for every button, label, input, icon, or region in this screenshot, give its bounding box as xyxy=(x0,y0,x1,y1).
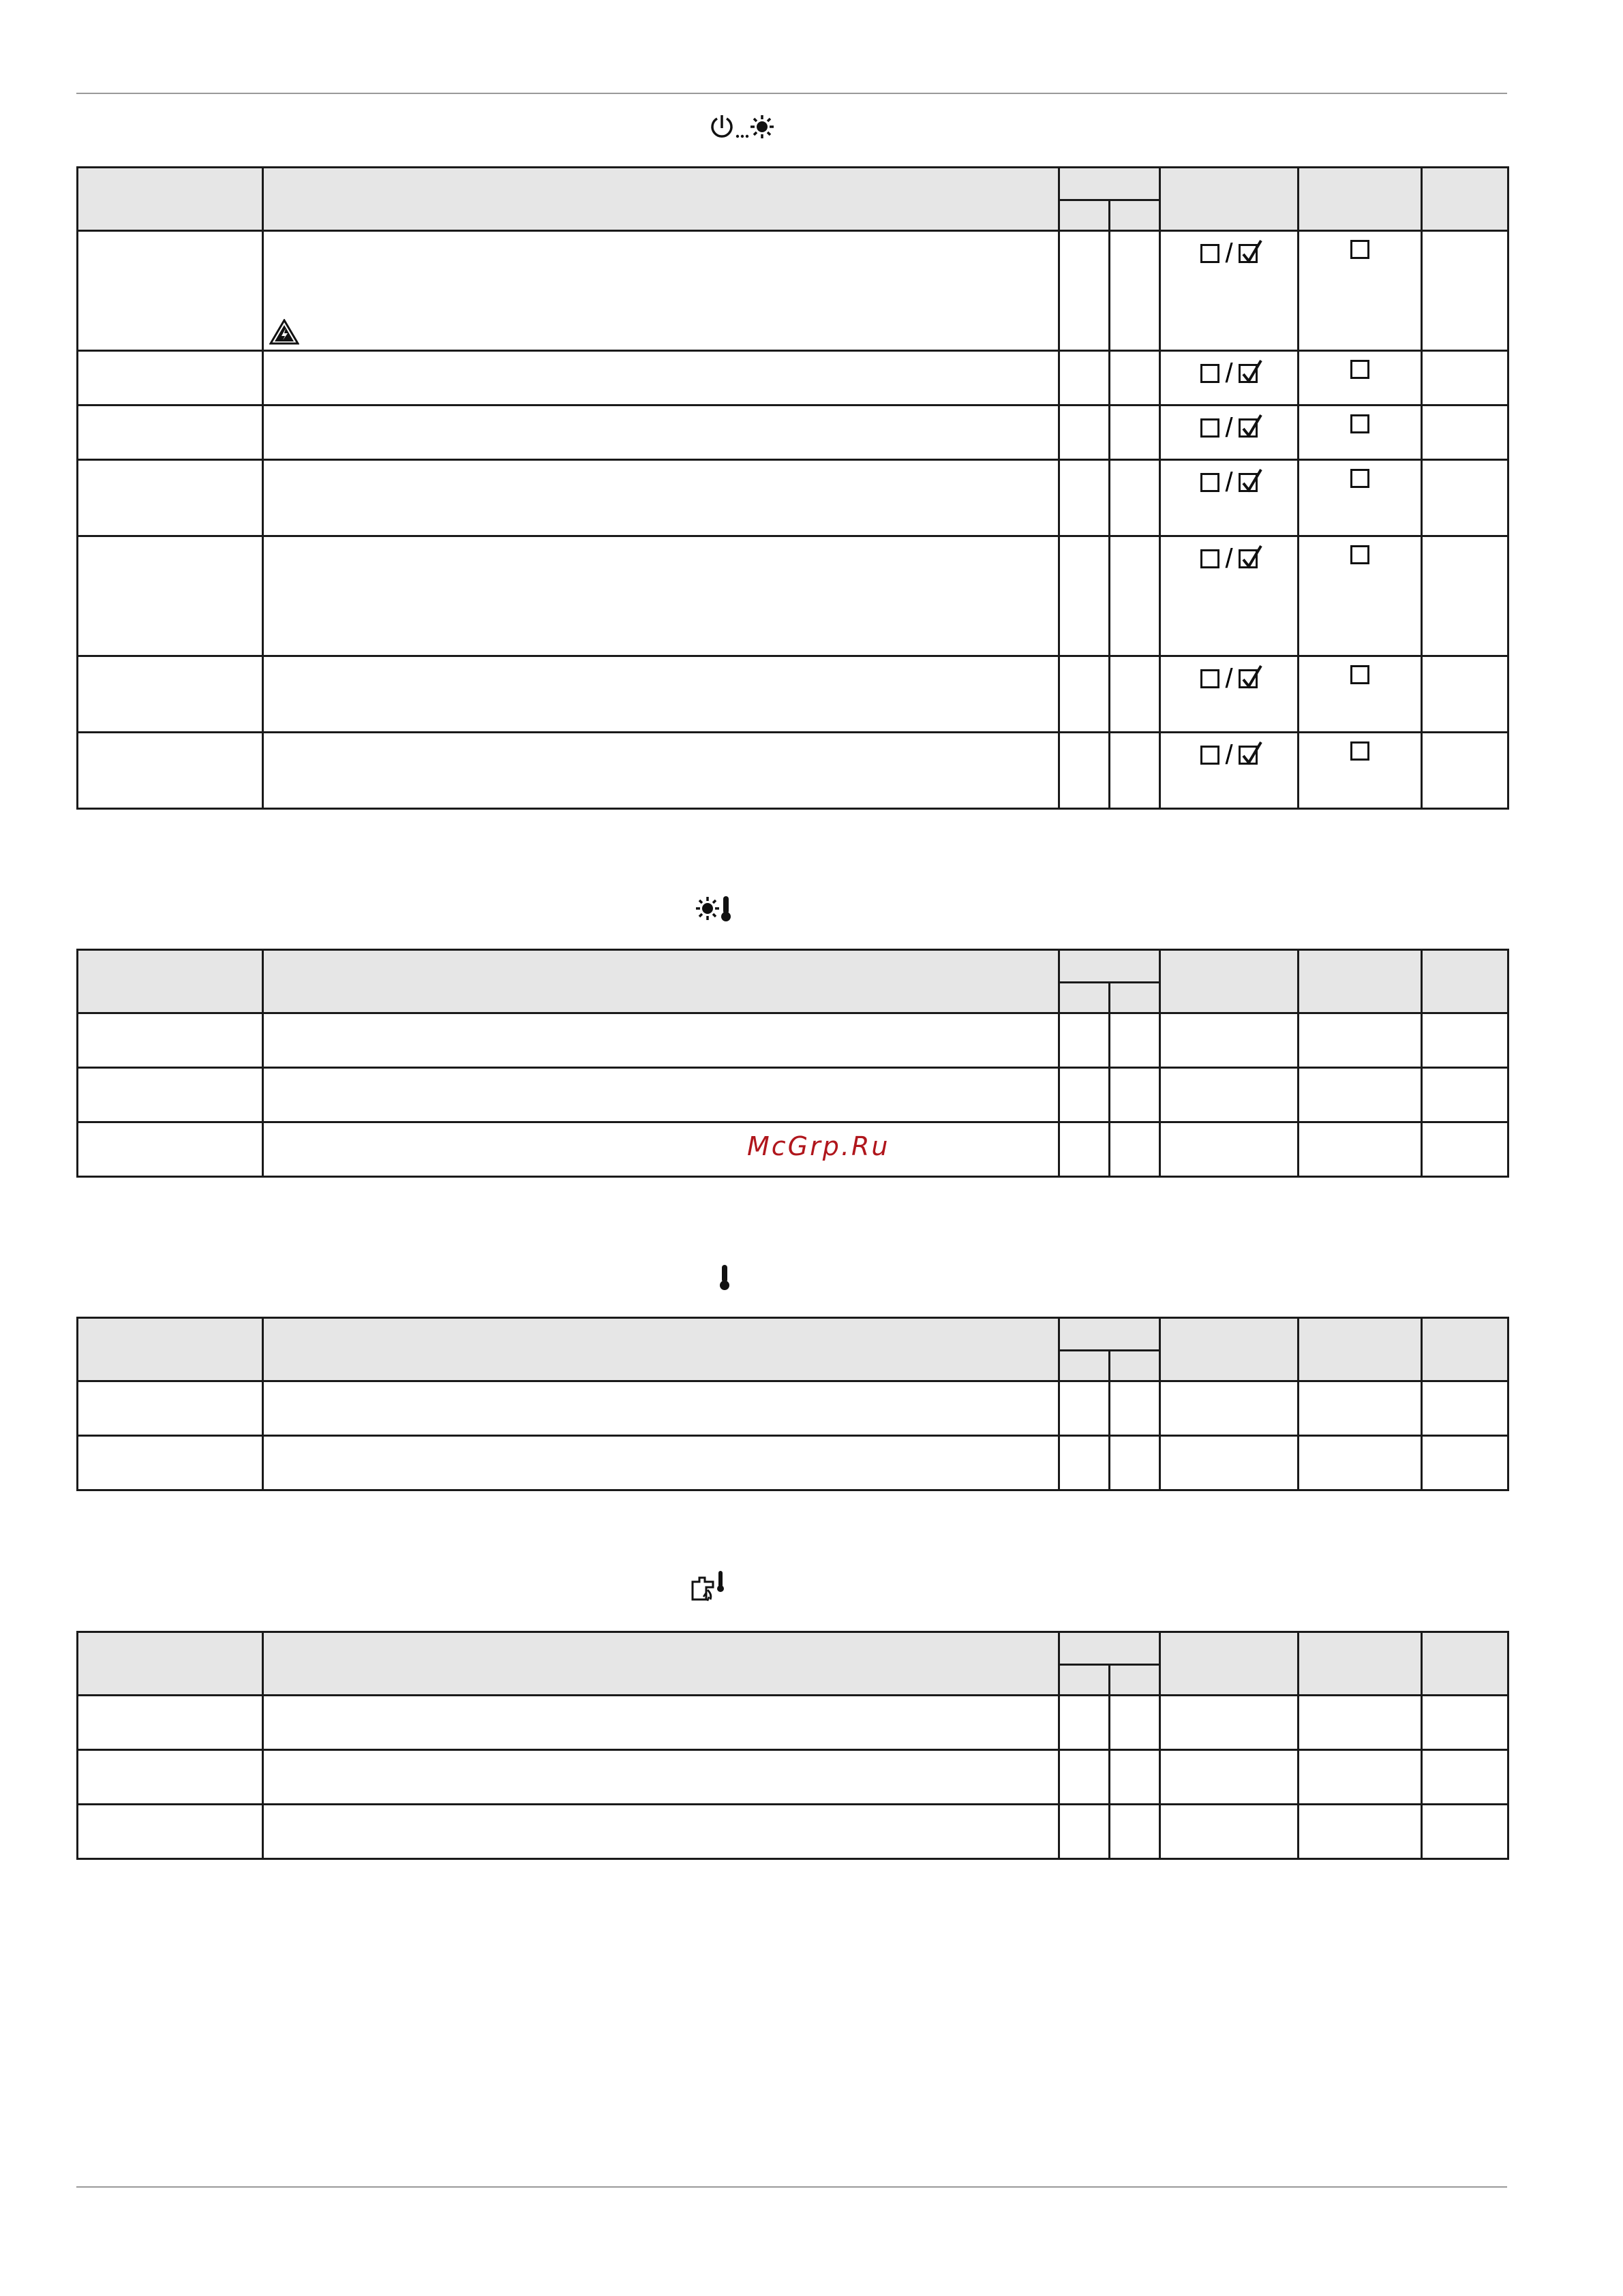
table-row xyxy=(78,1696,1508,1750)
table-row xyxy=(78,733,1508,809)
header-cell xyxy=(1059,1632,1160,1665)
checkbox-separator: / xyxy=(1225,239,1233,269)
checkbox-separator: / xyxy=(1225,413,1233,443)
header-cell xyxy=(1422,1318,1508,1381)
checkbox-unchecked[interactable] xyxy=(1200,473,1219,492)
checkbox-checked[interactable] xyxy=(1239,473,1258,492)
checkbox-separator: / xyxy=(1225,740,1233,770)
header-cell xyxy=(1160,1318,1299,1381)
checkbox-separator: / xyxy=(1225,358,1233,388)
table-row xyxy=(78,460,1508,536)
checkbox-unchecked[interactable] xyxy=(1350,414,1369,433)
checkbox-unchecked[interactable] xyxy=(1350,360,1369,379)
checkbox-unchecked[interactable] xyxy=(1350,469,1369,488)
table-row xyxy=(78,1750,1508,1805)
header-subcell xyxy=(1110,983,1160,1013)
checkbox-unchecked[interactable] xyxy=(1200,746,1219,765)
header-cell xyxy=(1299,168,1422,231)
checkbox-unchecked[interactable] xyxy=(1350,545,1369,564)
top-rule xyxy=(76,93,1507,94)
bottom-rule xyxy=(76,2186,1507,2188)
tap-thermometer-icon xyxy=(690,1573,729,1603)
table-row xyxy=(78,351,1508,405)
checkbox-checked[interactable] xyxy=(1239,244,1258,263)
moon-thermometer-icon xyxy=(699,1262,733,1292)
header-cell xyxy=(78,950,263,1013)
parameter-table-night-temperature xyxy=(76,1317,1509,1491)
checkbox-unchecked[interactable] xyxy=(1350,741,1369,761)
header-cell xyxy=(1059,950,1160,983)
header-cell xyxy=(1299,1318,1422,1381)
header-cell xyxy=(1059,1318,1160,1351)
header-subcell xyxy=(1110,1351,1160,1381)
checkbox-unchecked[interactable] xyxy=(1200,364,1219,383)
header-cell xyxy=(263,950,1059,1013)
header-cell xyxy=(78,168,263,231)
header-cell xyxy=(1422,950,1508,1013)
header-cell xyxy=(1160,1632,1299,1696)
checkbox-unchecked[interactable] xyxy=(1200,244,1219,263)
header-cell xyxy=(1299,950,1422,1013)
parameter-table-hot-water xyxy=(76,1631,1509,1860)
header-subcell xyxy=(1110,200,1160,231)
header-cell xyxy=(1059,168,1160,200)
table-row xyxy=(78,405,1508,460)
header-subcell xyxy=(1059,1351,1110,1381)
checkbox-separator: / xyxy=(1225,544,1233,574)
header-cell xyxy=(263,168,1059,231)
checkbox-unchecked[interactable] xyxy=(1200,669,1219,688)
header-cell xyxy=(263,1318,1059,1381)
header-cell xyxy=(1422,1632,1508,1696)
checkbox-unchecked[interactable] xyxy=(1350,665,1369,684)
table-row xyxy=(78,231,1508,351)
table-row xyxy=(78,1013,1508,1068)
table-row xyxy=(78,656,1508,733)
checkbox-checked[interactable] xyxy=(1239,746,1258,765)
checkbox-unchecked[interactable] xyxy=(1200,549,1219,568)
parameter-table-standby xyxy=(76,166,1509,810)
power-to-sun-icon xyxy=(709,113,774,143)
checkbox-unchecked[interactable] xyxy=(1200,418,1219,438)
header-cell xyxy=(1160,950,1299,1013)
checkbox-separator: / xyxy=(1225,468,1233,498)
header-subcell xyxy=(1110,1665,1160,1696)
sun-thermometer-icon xyxy=(694,893,735,923)
header-cell xyxy=(263,1632,1059,1696)
table-row xyxy=(78,1381,1508,1436)
header-cell xyxy=(1299,1632,1422,1696)
warning-triangle-icon xyxy=(269,319,299,348)
checkbox-checked[interactable] xyxy=(1239,669,1258,688)
header-cell xyxy=(1422,168,1508,231)
checkbox-checked[interactable] xyxy=(1239,549,1258,568)
checkbox-separator: / xyxy=(1225,664,1233,694)
watermark-text: McGrp.Ru xyxy=(747,1131,890,1161)
table-row xyxy=(78,1436,1508,1490)
header-subcell xyxy=(1059,1665,1110,1696)
checkbox-checked[interactable] xyxy=(1239,364,1258,383)
table-row xyxy=(78,1805,1508,1859)
checkbox-checked[interactable] xyxy=(1239,418,1258,438)
header-cell xyxy=(1160,168,1299,231)
table-row xyxy=(78,536,1508,656)
header-cell xyxy=(78,1632,263,1696)
checkbox-unchecked[interactable] xyxy=(1350,240,1369,259)
table-row xyxy=(78,1068,1508,1122)
header-subcell xyxy=(1059,983,1110,1013)
header-subcell xyxy=(1059,200,1110,231)
header-cell xyxy=(78,1318,263,1381)
